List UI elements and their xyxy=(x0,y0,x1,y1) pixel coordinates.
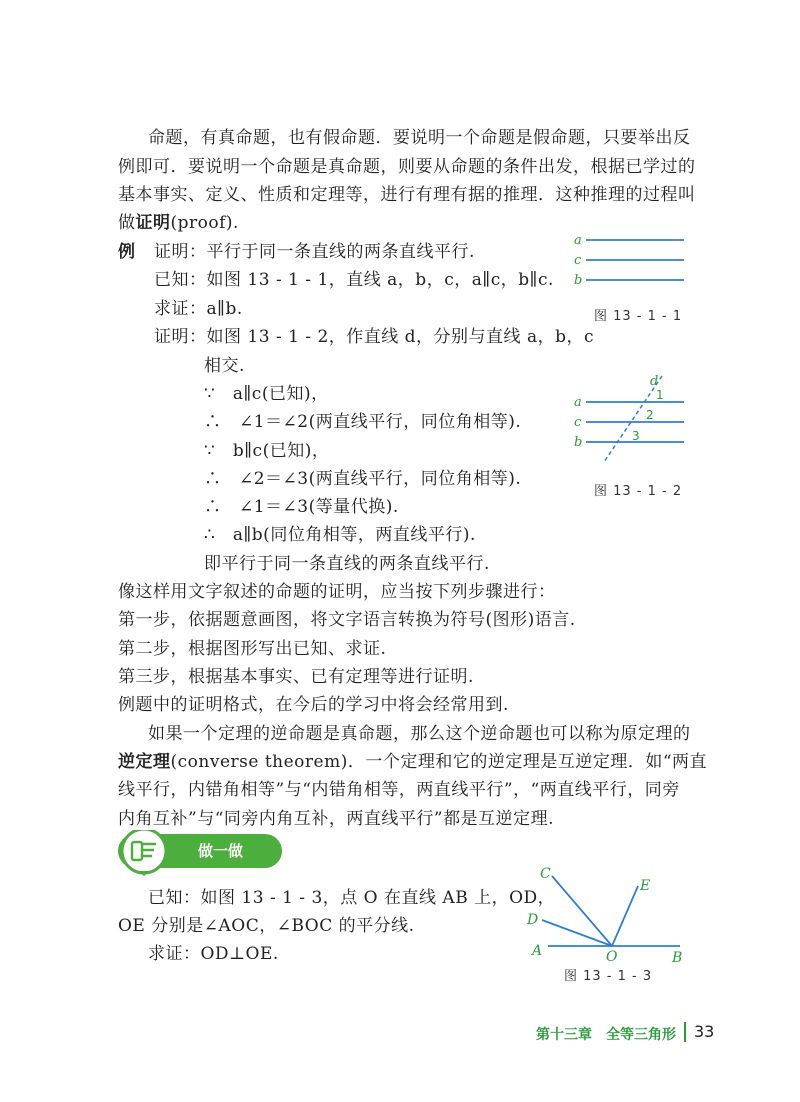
page-number: 33 xyxy=(694,1022,715,1041)
footer-divider xyxy=(684,1022,686,1042)
activity-header xyxy=(116,830,286,876)
fig2-label-a: a xyxy=(574,395,582,410)
fig2-label-c: c xyxy=(574,415,582,430)
fig1-caption: 图 13 - 1 - 1 xyxy=(594,309,683,324)
activity-icon-ring xyxy=(122,830,166,873)
converse-line-2 xyxy=(118,750,707,774)
procedure-intro: 像这样用文字叙述的命题的证明，应当按下列步骤进行： xyxy=(118,582,556,602)
proof-step-4: ∴ ∠2＝∠3(两直线平行，同位角相等). xyxy=(204,469,522,489)
example-label: 例 xyxy=(118,242,136,262)
fig3-label-b: B xyxy=(672,950,683,966)
converse-line-2-post: (converse theorem)．一个定理和它的逆定理是互逆定理．如“两直 xyxy=(170,752,708,772)
proof-step-5: ∴ ∠1＝∠3(等量代换). xyxy=(204,497,399,517)
fig1-label-a: a xyxy=(574,233,582,248)
procedure-step-3: 第三步，根据基本事实、已有定理等进行证明. xyxy=(118,667,474,687)
converse-line-1: 如果一个定理的逆命题是真命题，那么这个逆命题也可以称为原定理的 xyxy=(148,724,691,744)
converse-line-3: 线平行，内错角相等”与“内错角相等，两直线平行”，“两直线平行，同旁 xyxy=(118,780,680,800)
fig2-angle-1: 1 xyxy=(656,388,664,402)
fig3-label-d: D xyxy=(527,912,539,928)
fig2-angle-2: 2 xyxy=(646,408,654,422)
proof-conclusion: 即平行于同一条直线的两条直线平行. xyxy=(204,554,490,574)
activity-title: 做一做 xyxy=(198,842,244,860)
example-prove: 求证：a∥b. xyxy=(154,299,243,319)
example-statement: 证明：平行于同一条直线的两条直线平行. xyxy=(154,242,475,262)
figure-13-1-1 xyxy=(568,228,692,290)
proof-step-3: ∵ b∥c(已知)， xyxy=(204,441,330,461)
fig3-label-e: E xyxy=(640,878,651,894)
fig2-caption: 图 13 - 1 - 2 xyxy=(594,484,683,499)
intro-line-1: 命题，有真命题，也有假命题．要说明一个命题是假命题，只要举出反 xyxy=(148,128,691,148)
intro-line-4-pre: 做 xyxy=(118,213,136,233)
intro-line-2: 例即可．要说明一个命题是真命题，则要从命题的条件出发，根据已学过的 xyxy=(118,157,696,177)
fig3-label-c: C xyxy=(540,866,551,882)
example-given: 已知：如图 13 - 1 - 1，直线 a，b，c，a∥c，b∥c. xyxy=(154,270,554,290)
fig2-label-d: d xyxy=(650,374,659,389)
converse-line-4: 内角互补”与“同旁内角互补，两直线平行”都是互逆定理. xyxy=(118,809,554,829)
example-proof-line-1: 证明：如图 13 - 1 - 2，作直线 d，分别与直线 a，b，c xyxy=(154,327,594,347)
figure-13-1-2 xyxy=(568,372,692,466)
fig2-label-b: b xyxy=(574,435,583,450)
fig3-label-o: O xyxy=(606,949,618,965)
fig3-label-a: A xyxy=(532,943,543,959)
example-proof-line-2: 相交. xyxy=(204,356,245,376)
fig2-angle-3: 3 xyxy=(632,429,640,443)
fig3-ray-oe xyxy=(612,886,638,946)
proof-step-2: ∴ ∠1＝∠2(两直线平行，同位角相等). xyxy=(204,412,522,432)
activity-prove: 求证：OD⊥OE. xyxy=(148,944,279,964)
activity-given-line-1: 已知：如图 13 - 1 - 3，点 O 在直线 AB 上，OD， xyxy=(148,888,556,908)
activity-given-line-2: OE 分别是∠AOC，∠BOC 的平分线. xyxy=(118,916,415,936)
procedure-step-1: 第一步，依据题意画图，将文字语言转换为符号(图形)语言. xyxy=(118,610,576,630)
footer-chapter: 第十三章 全等三角形 xyxy=(536,1027,676,1043)
proof-step-6: ∴ a∥b(同位角相等，两直线平行). xyxy=(204,525,476,545)
fig3-caption: 图 13 - 1 - 3 xyxy=(564,969,653,984)
fig1-label-b: b xyxy=(574,273,583,288)
intro-line-4 xyxy=(118,211,239,235)
procedure-step-2: 第二步，根据图形写出已知、求证. xyxy=(118,639,387,659)
figure-13-1-3 xyxy=(524,862,692,966)
procedure-note: 例题中的证明格式，在今后的学习中将会经常用到. xyxy=(118,695,509,715)
intro-line-4-post: (proof). xyxy=(170,213,239,233)
fig1-label-c: c xyxy=(574,253,582,268)
term-converse-theorem: 逆定理 xyxy=(118,752,171,772)
term-proof: 证明 xyxy=(135,213,171,233)
intro-line-3: 基本事实、定义、性质和定理等，进行有理有据的推理．这种推理的过程叫 xyxy=(118,185,696,205)
proof-step-1: ∵ a∥c(已知)， xyxy=(204,384,329,404)
